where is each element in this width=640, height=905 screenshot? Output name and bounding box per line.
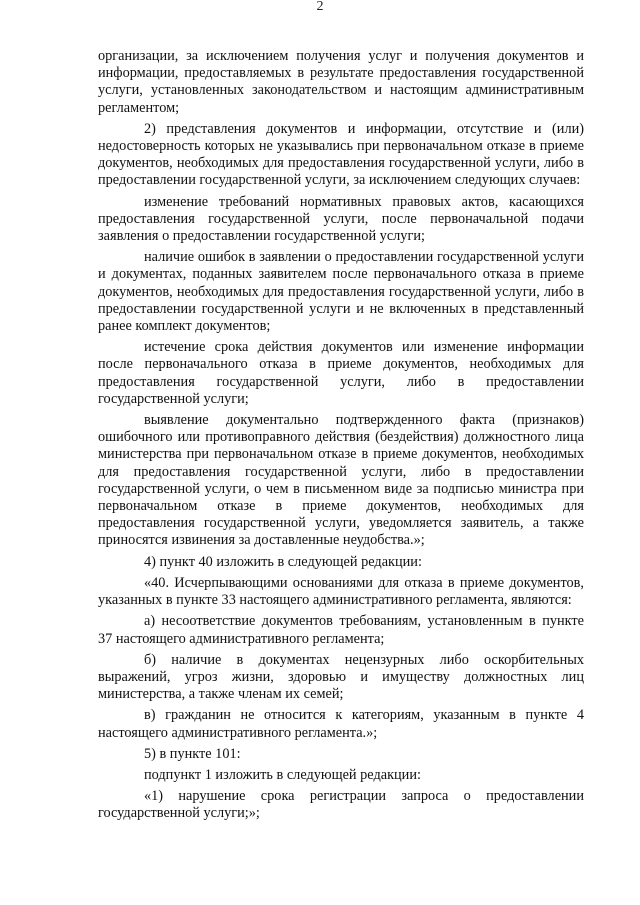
paragraph-item-4: 4) пункт 40 изложить в следующей редакции: <box>144 553 422 570</box>
paragraph-item-5: 5) в пункте 101: <box>144 745 241 762</box>
paragraph-subpoint-1-text: «1) нарушение срока регистрации запроса о предоставлении государственной услуги;»; <box>98 788 584 822</box>
paragraph-subitem-a: а) несоответствие документов требованиям, установленным в пункте 37 настоящего административного регламента; <box>98 613 584 647</box>
paragraph-point-40: «40. Исчерпывающими основаниями для отказа в приеме документов, указанных в пункте 33 настоящего административного регламента, являются: <box>98 574 584 609</box>
paragraph-case-errors: наличие ошибок в заявлении о предоставлении государственной услуги и документах, поданных заявителем после первоначального отказа в приеме документов, необходимых для предоставления государственной услуги, либо в предоставлении государственной услуги и не включенных в представленный ранее комплект документов; <box>98 249 584 335</box>
page-number: 2 <box>316 0 324 14</box>
paragraph-case-requirements-change: изменение требований нормативных правовых актов, касающихся предоставления государственной услуги, после первоначальной подачи заявления о предоставлении государственной услуги; <box>98 193 584 245</box>
document-body <box>98 48 584 827</box>
paragraph-case-expiry: истечение срока действия документов или изменение информации после первоначального отказа в приеме документов, необходимых для предоставления государственной услуги, либо в предоставлении государственной услуги; <box>98 339 584 407</box>
paragraph-case-misconduct: выявление документально подтвержденного факта (признаков) ошибочного или противоправного действия (бездействия) должностного лица министерства при первоначальном отказе в приеме документов, необходимых для предоставления государственной услуги, либо в предоставлении государственной услуги, о чем в письменном виде за подписью министра при первоначальном отказе в приеме документов, необходимых для предоставления государственной услуги, уведомляется заявитель, а также приносятся извинения за доставленные неудобства.»; <box>98 412 584 549</box>
paragraph-continuation: организации, за исключением получения услуг и получения документов и информации, предоставляемых в результате предоставления государственной услуги, установленных законодательством и настоящим административным регламентом; <box>98 48 584 116</box>
paragraph-subpoint-1-intro: подпункт 1 изложить в следующей редакции: <box>144 766 421 783</box>
paragraph-subitem-b: б) наличие в документах нецензурных либо оскорбительных выражений, угроз жизни, здоровью и имуществу должностных лиц министерства, а также членам их семей; <box>98 651 584 703</box>
paragraph-subitem-v: в) гражданин не относится к категориям, указанным в пункте 4 настоящего административного регламента.»; <box>98 707 584 741</box>
paragraph-item-2: 2) представления документов и информации, отсутствие и (или) недостоверность которых не указывались при первоначальном отказе в приеме документов, необходимых для предоставления государственной услуги, либо в предоставлении государственной услуги, за исключением следующих случаев: <box>98 120 584 189</box>
